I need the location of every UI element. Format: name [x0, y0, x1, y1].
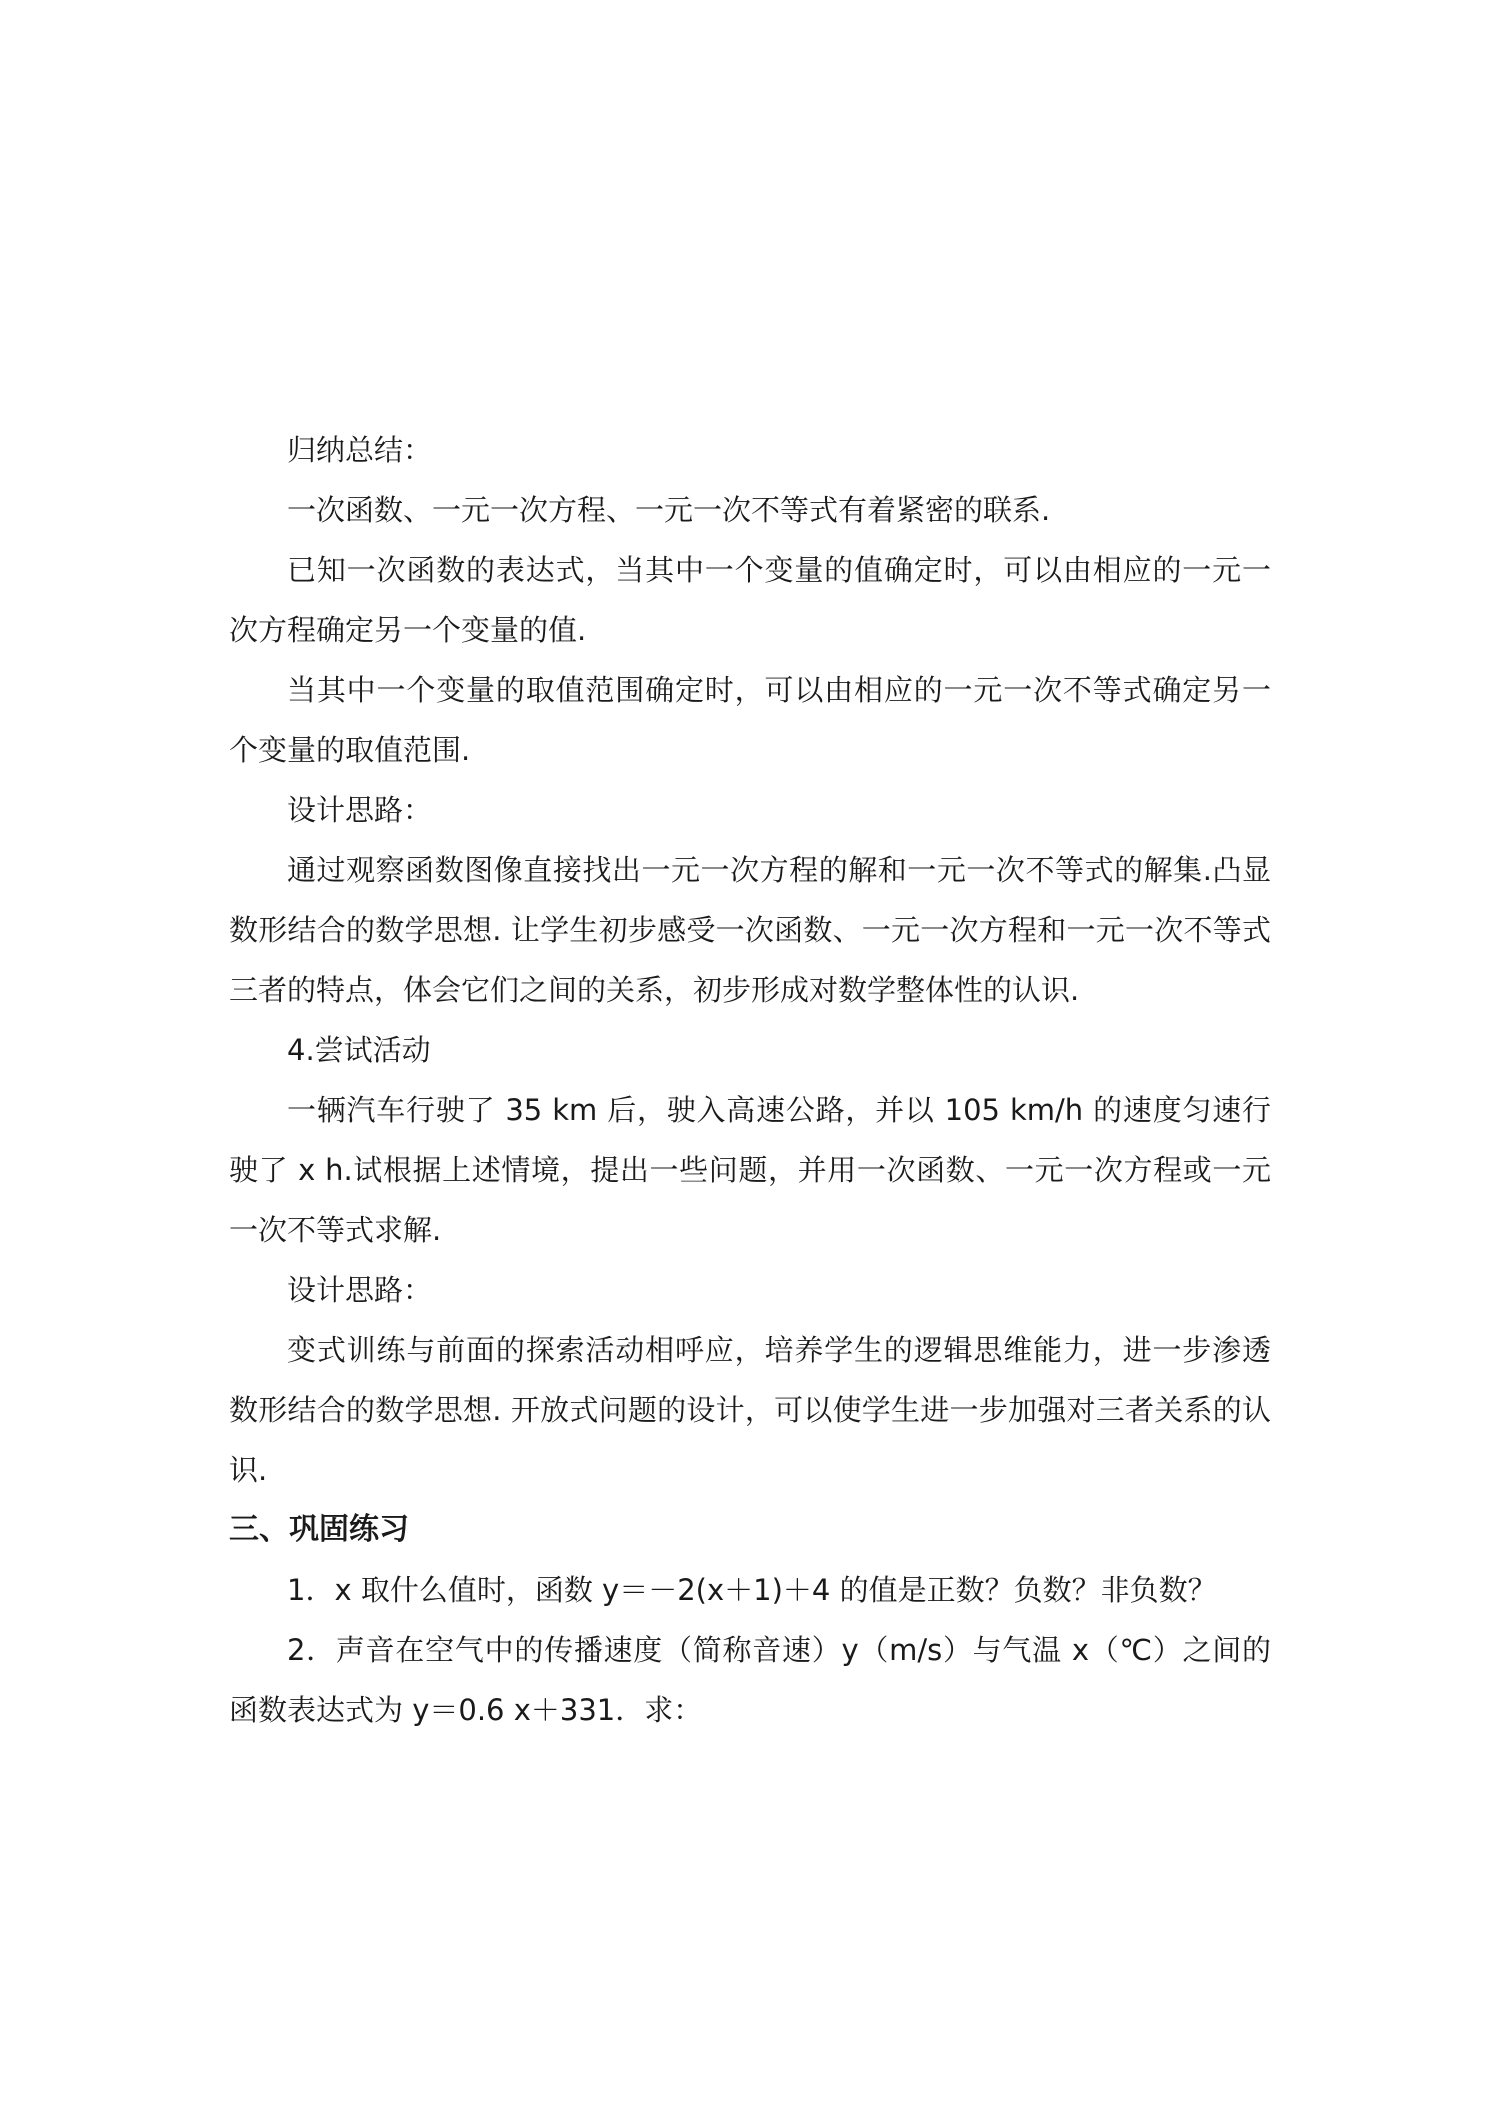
summary-paragraph-2: 已知一次函数的表达式，当其中一个变量的值确定时，可以由相应的一元一次方程确定另一个变量的值.: [229, 553, 1271, 647]
exercise-1: 1．x 取什么值时，函数 y＝－2(x＋1)＋4 的值是正数？负数？非负数？: [287, 1573, 1217, 1607]
summary-paragraph-3: 当其中一个变量的取值范围确定时，可以由相应的一元一次不等式确定另一个变量的取值范围.: [229, 673, 1271, 767]
design-idea-paragraph-1: 通过观察函数图像直接找出一元一次方程的解和一元一次不等式的解集.凸显数形结合的数学思想. 让学生初步感受一次函数、一元一次方程和一元一次不等式三者的特点，体会它们之间的关系，初步形成对数学整体性的认识.: [229, 853, 1271, 1007]
trial-activity-paragraph: 一辆汽车行驶了 35 km 后，驶入高速公路，并以 105 km/h 的速度匀速行驶了 x h.试根据上述情境，提出一些问题，并用一次函数、一元一次方程或一元一次不等式求解.: [229, 1093, 1271, 1247]
trial-activity-heading: 4.尝试活动: [287, 1033, 431, 1067]
document-body: [229, 420, 1271, 1740]
section-heading: 三、巩固练习: [229, 1512, 409, 1547]
design-idea-paragraph-2: 变式训练与前面的探索活动相呼应，培养学生的逻辑思维能力，进一步渗透数形结合的数学思想. 开放式问题的设计，可以使学生进一步加强对三者关系的认识.: [229, 1333, 1271, 1487]
design-idea-heading-2: 设计思路：: [287, 1273, 433, 1307]
summary-heading: 归纳总结：: [287, 433, 433, 467]
design-idea-heading-1: 设计思路：: [287, 793, 433, 827]
summary-paragraph-1: 一次函数、一元一次方程、一元一次不等式有着紧密的联系.: [287, 493, 1051, 527]
exercise-2: 2．声音在空气中的传播速度（简称音速）y（m/s）与气温 x（℃）之间的函数表达式为 y＝0.6 x＋331．求：: [229, 1633, 1271, 1727]
